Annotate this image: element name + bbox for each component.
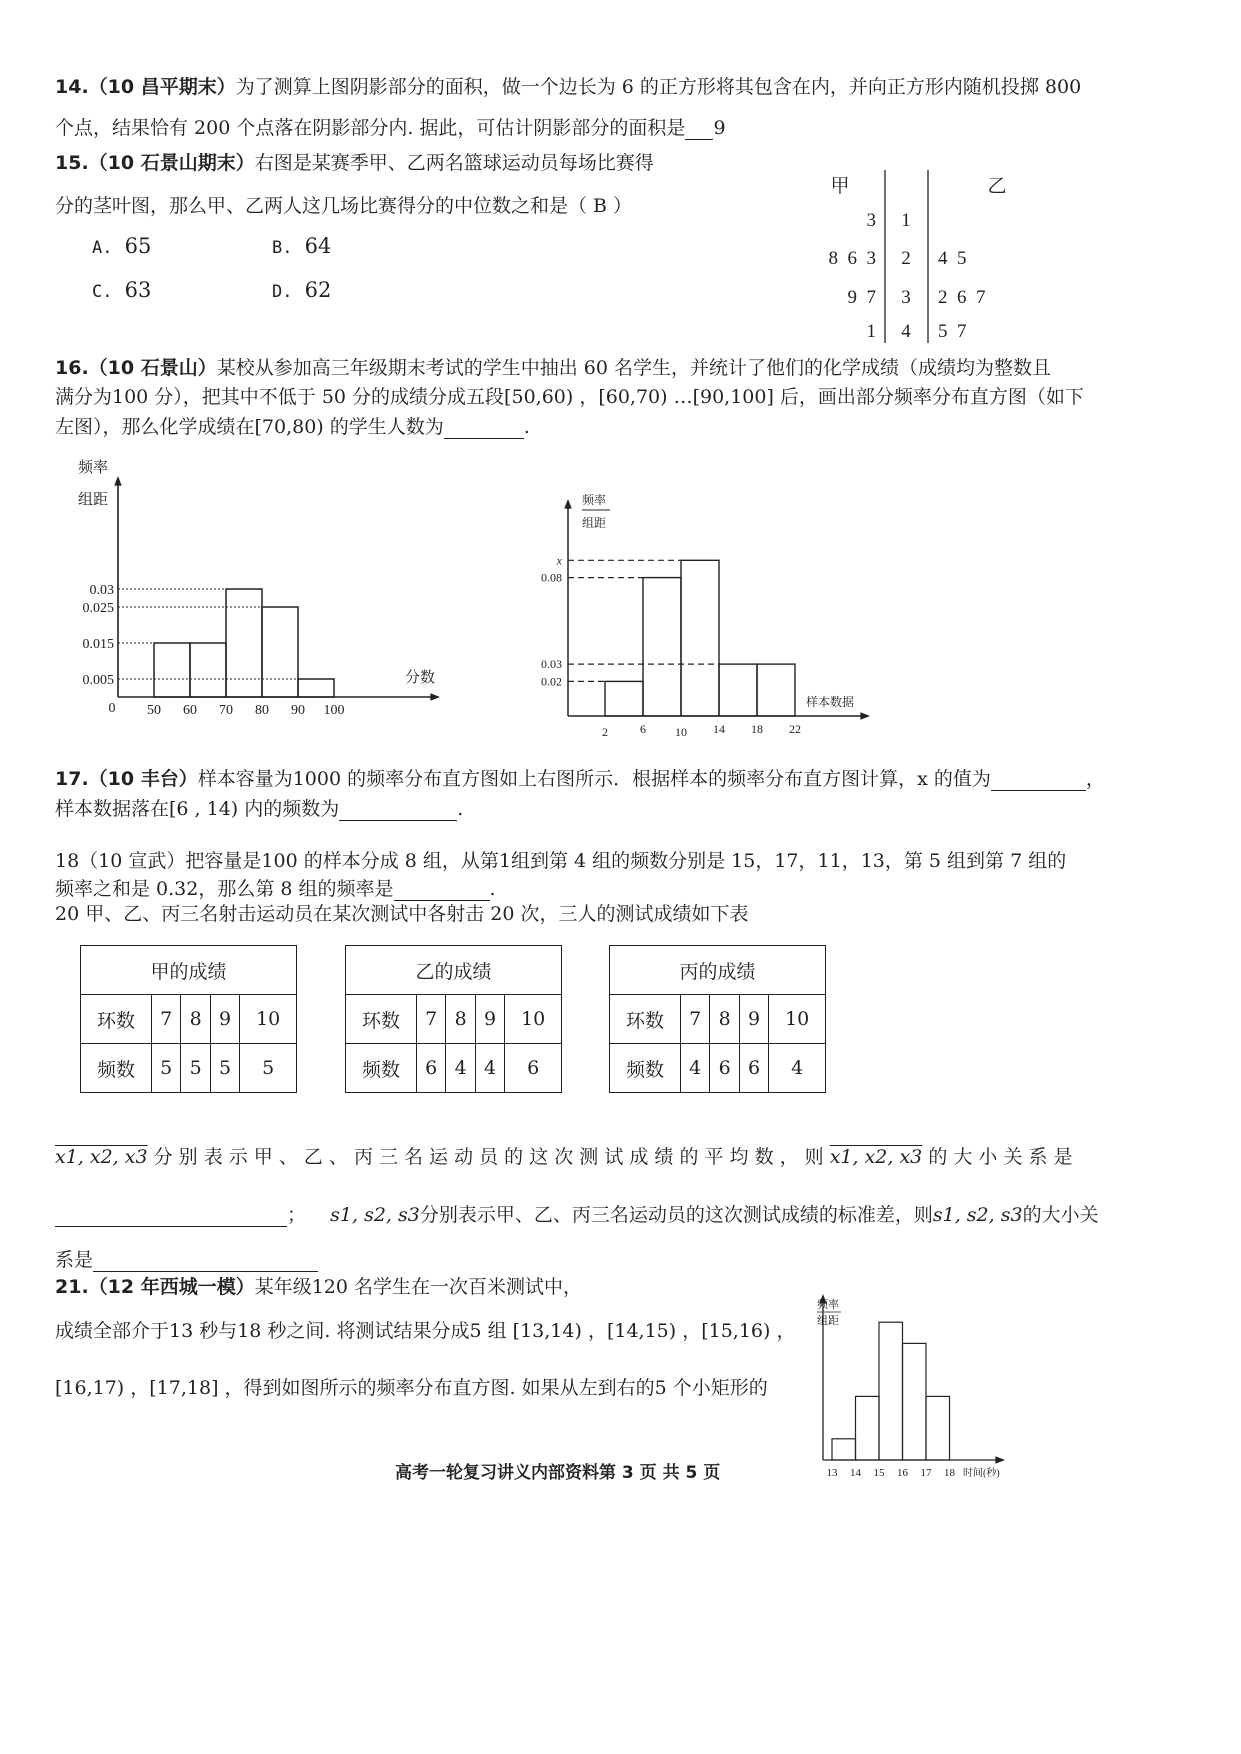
x-tick-label: 22 [789,722,801,736]
x-tick-label: 90 [291,703,305,718]
x-tick-label: 70 [219,703,233,718]
stem-leaf-right: 4 5 [938,248,967,269]
y-axis-label-bottom: 组距 [817,1315,839,1327]
q17-line2: 样本数据落在[6 , 14) 内的频数为 . [55,798,464,820]
x-tick-label: 100 [323,703,345,718]
q16-blank[interactable] [444,417,524,439]
q16-text2: 满分为100 分），把其中不低于 50 分的成绩分成五段[50,60) ，[60,70) …[90,100] 后，画出部分频率分布直方图（如下 [55,386,1084,408]
q15-option-b: B. 64 [272,234,332,258]
y-tick-label: 0.005 [82,673,114,688]
q17-blank-x[interactable] [991,769,1086,791]
q17-blank-count[interactable] [339,799,457,821]
q20-std-text: 分别表示甲、乙、丙三名运动员的这次测试成绩的标准差，则 [419,1204,933,1226]
q18-text2: 频率之和是 0.32，那么第 8 组的频率是 [55,878,394,900]
y-tick-label: 0.08 [541,570,562,585]
stem-leaf-right: 5 7 [938,321,967,342]
stem-leaf-left-title: 甲 [830,176,850,197]
page-footer: 高考一轮复习讲义内部资料第 3 页 共 5 页 [395,1463,721,1483]
y-tick-label: 0.03 [89,583,114,598]
x-tick-label: 14 [713,722,725,736]
x-tick-label: 13 [826,1467,838,1479]
q20-blank-std[interactable] [93,1250,318,1272]
q14-label: 14.（10 昌平期末） [55,76,236,98]
y-axis-label-bottom: 组距 [582,516,607,530]
histogram-bar [856,1396,880,1460]
s-vars: s1, s2, s3 [932,1204,1023,1226]
x-axis-arrow [430,693,440,701]
x-axis-arrow [995,1456,1005,1464]
q21-line1 [55,1272,582,1299]
q17-text1: 样本容量为1000 的频率分布直方图如上右图所示．根据样本的频率分布直方图计算，x 的值为 [197,768,991,790]
xbar-vars: x1, x2, x3 [829,1146,923,1168]
x-tick-label: 6 [640,722,646,736]
x-tick-label: 50 [147,703,161,718]
q16-text3: 左图），那么化学成绩在[70,80) 的学生人数为 [55,416,444,438]
table-title: 乙的成绩 [346,946,562,995]
q20-mean-line [55,1142,1073,1169]
histogram-bar [643,578,681,716]
q14-text1: 为了测算上图阴影部分的面积，做一个边长为 6 的正方形将其包含在内，并向正方形内随机投掷 800 [235,76,1082,98]
stem-leaf-stem: 2 [901,248,911,269]
histogram-bar [298,679,334,697]
x-tick-label: 15 [873,1467,885,1479]
q20-intro: 20 甲、乙、丙三名射击运动员在某次测试中各射击 20 次，三人的测试成绩如下表 [55,903,749,925]
x-tick-label: 18 [751,722,763,736]
q14-line1 [55,72,1081,99]
y-tick-label: 0.03 [541,657,562,672]
q15-line1 [55,148,654,175]
histogram-bar [926,1396,950,1460]
q17-line1: 17.（10 丰台）样本容量为1000 的频率分布直方图如上右图所示．根据样本的频率分布直方图计算，x 的值为 ， [55,768,1105,790]
q17-text2: 样本数据落在[6 , 14) 内的频数为 [55,798,340,820]
time-histogram [795,1290,1035,1490]
y-tick-label: x [556,553,562,568]
q20-std-text-end: 的大小关 [1022,1204,1099,1226]
x-axis-arrow [860,712,870,720]
x-tick-label: 16 [897,1467,908,1479]
x-tick-label: 18 [944,1467,955,1479]
stem-leaf-stem: 4 [901,321,911,342]
x-axis-label: 分数 [405,670,436,686]
score-histogram [60,450,460,730]
q18-text1: 18（10 宣武）把容量是100 的样本分成 8 组，从第1组到第 4 组的频数分别是 15，17，11，13，第 5 组到第 7 组的 [55,850,1067,872]
stem-leaf-left: 8 6 3 [828,248,876,269]
histogram-bar [226,589,262,697]
y-axis-label-top: 频率 [817,1299,839,1311]
q20-mean-text-end: 的 大 小 关 系 是 [928,1146,1073,1168]
histogram-bar [903,1343,927,1460]
y-axis-label-top: 频率 [78,460,109,476]
y-tick-label: 0.02 [541,674,562,689]
score-table-bing: 丙的成绩 环数 7 8 9 10 频数 4 6 6 4 [609,945,826,1093]
score-table-yi: 乙的成绩 环数 7 8 9 10 频数 6 4 4 6 [345,945,562,1093]
q16-label: 16.（10 石景山） [55,357,217,379]
histogram-bar [719,664,757,716]
q16-line1 [55,353,1051,380]
y-axis-label-bottom: 组距 [78,492,109,508]
histogram-bar [190,643,226,697]
x-tick-label: 14 [850,1467,861,1479]
q16-line3: 左图），那么化学成绩在[70,80) 的学生人数为 . [55,416,530,438]
q14-blank[interactable] [685,118,713,140]
y-axis-label-top: 频率 [582,493,607,507]
q14-text2: 个点，结果恰有 200 个点落在阴影部分内. 据此，可估计阴影部分的面积是 [55,117,686,139]
q21-text2: 成绩全部介于13 秒与18 秒之间. 将测试结果分成5 组 [13,14) ，[14,15) ，[15,16) ， [55,1320,796,1342]
score-table-jia: 甲的成绩 环数 7 8 9 10 频数 5 5 5 5 [80,945,297,1093]
histogram-bar [262,607,298,697]
sample-histogram [520,485,900,745]
y-axis-arrow [564,499,572,509]
stem-leaf-stem: 3 [901,287,911,308]
stem-leaf-right-title: 乙 [987,176,1007,197]
table-title: 丙的成绩 [610,946,826,995]
y-tick-label: 0.015 [82,637,114,652]
x-tick-label: 2 [602,725,608,739]
x-tick-label: 10 [675,725,687,739]
histogram-bar [681,560,719,716]
q20-std-line: ； s1, s2, s3分别表示甲、乙、丙三名运动员的这次测试成绩的标准差，则s1, s2, s3的大小关 [55,1200,1099,1227]
q15-option-d: D. 62 [272,278,332,302]
q15-label: 15.（10 石景山期末） [55,152,255,174]
histogram-bar [879,1322,903,1460]
q15-option-a: A. 65 [92,234,152,258]
x-tick-label: 60 [183,703,197,718]
y-tick-label: 0.025 [82,601,114,616]
x-axis-label: 样本数据 [806,695,855,709]
q14-answer: 9 [713,117,726,139]
histogram-bar [757,664,795,716]
q20-mean-text: 分 别 表 示 甲 、 乙 、 丙 三 名 运 动 员 的 这 次 测 试 成 绩 的 平 均 数 ， 则 [153,1146,824,1168]
x-axis-label: 时间(秒) [963,1468,1000,1479]
q20-line3: 系是 [55,1245,318,1272]
q18-line2: 频率之和是 0.32，那么第 8 组的频率是 . [55,878,496,900]
stem-leaf-stem: 1 [901,210,911,231]
q20-blank-mean[interactable] [55,1205,287,1227]
histogram-bar [605,681,643,716]
q21-label: 21.（12 年西城一模） [55,1276,255,1298]
stem-leaf-right: 2 6 7 [938,287,986,308]
q15-text1: 右图是某赛季甲、乙两名篮球运动员每场比赛得 [254,152,654,174]
stem-leaf-left: 3 [866,210,876,231]
x-tick-label: 17 [920,1467,932,1479]
histogram-bar [154,643,190,697]
q21-text3: [16,17) ，[17,18] ，得到如图所示的频率分布直方图. 如果从左到右的5 个小矩形的 [55,1377,768,1399]
stem-leaf-left: 9 7 [847,287,876,308]
q14-line2 [55,113,726,140]
xbar-vars: x1, x2, x3 [55,1146,148,1168]
q17-label: 17.（10 丰台） [55,768,198,790]
s-vars: s1, s2, s3 [330,1204,420,1226]
q21-text1: 某年级120 名学生在一次百米测试中， [254,1276,583,1298]
q16-text1: 某校从参加高三年级期末考试的学生中抽出 60 名学生，并统计了他们的化学成绩（成绩均为整数且 [216,357,1051,379]
histogram-bar [832,1439,856,1460]
table-title: 甲的成绩 [81,946,297,995]
q15-option-c: C. 63 [92,278,152,302]
q18-blank[interactable] [394,879,490,901]
stem-leaf-plot [790,165,1030,350]
q15-text2: 分的茎叶图，那么甲、乙两人这几场比赛得分的中位数之和是（ B ） [55,195,633,217]
y-axis-arrow [114,476,122,486]
stem-leaf-left: 1 [866,321,876,342]
x-tick-label: 80 [255,703,269,718]
origin-label: 0 [108,701,116,716]
